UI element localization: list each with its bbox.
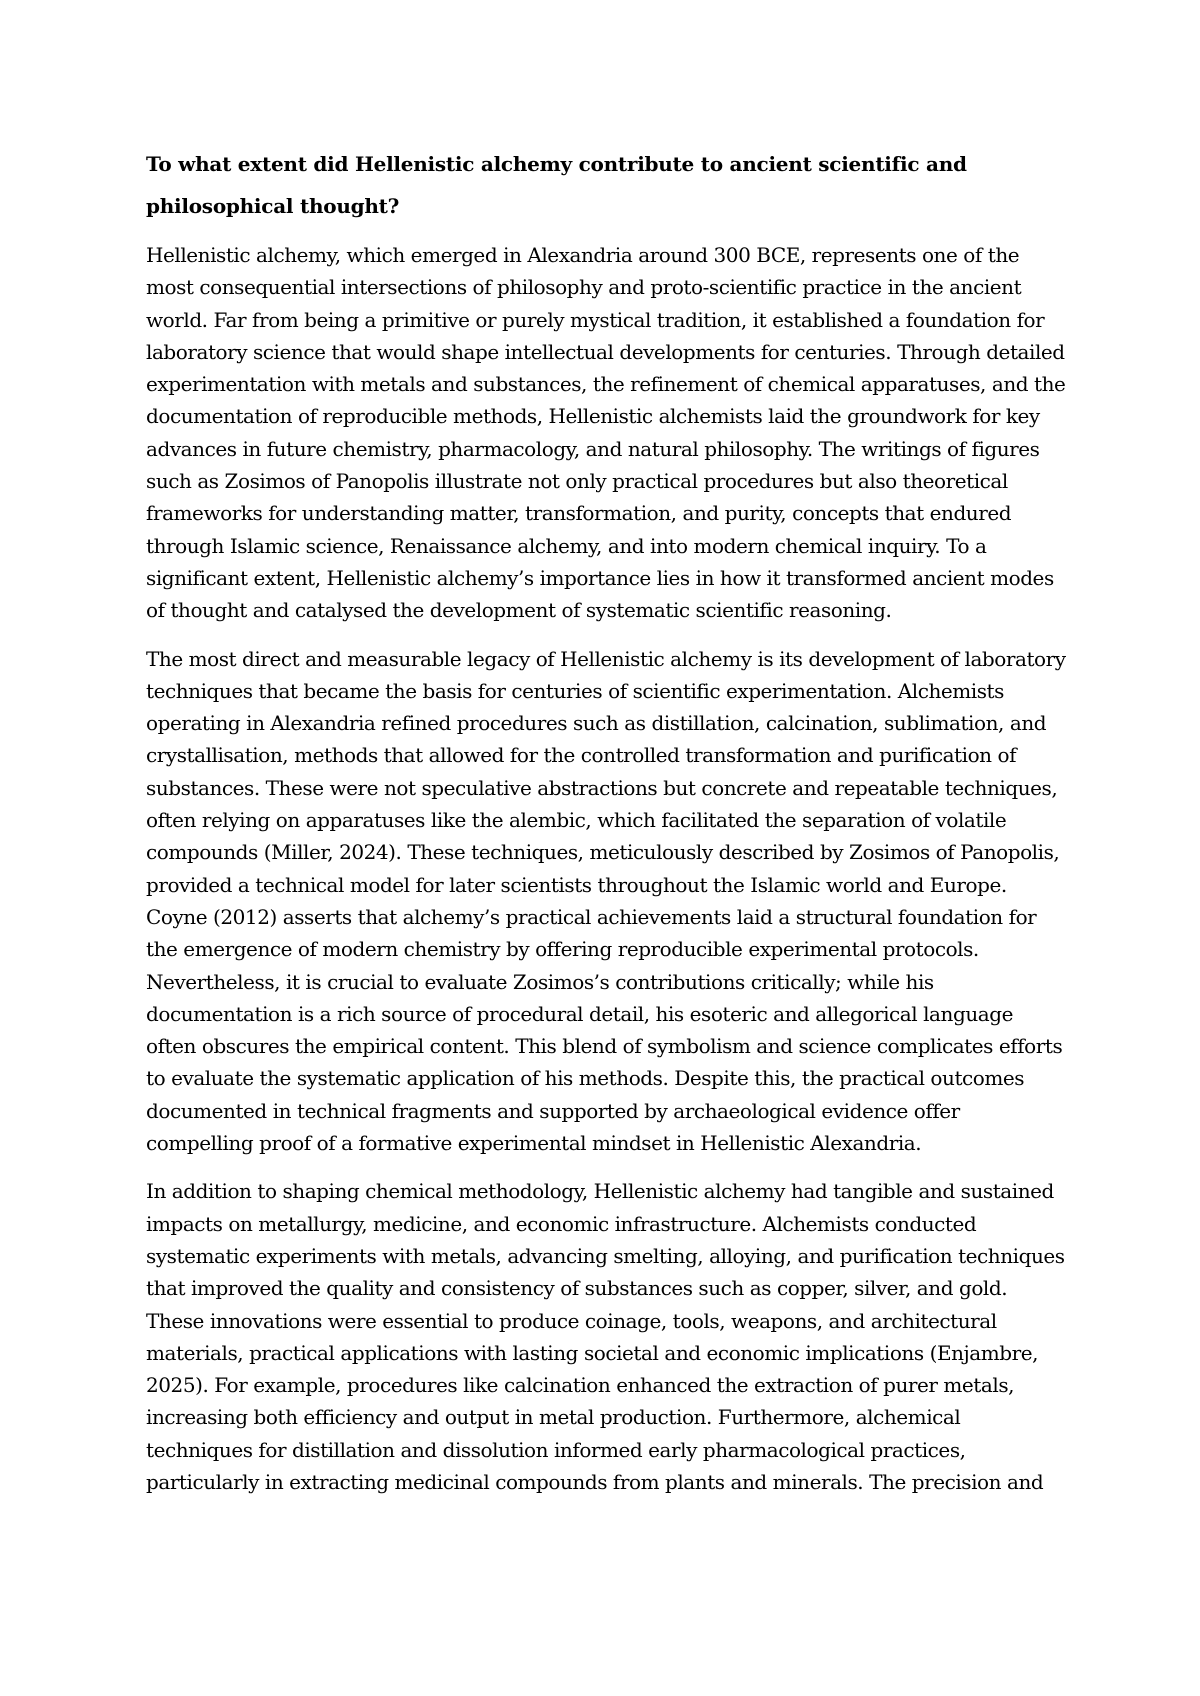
paragraph-laboratory-techniques: The most direct and measurable legacy of Hellenistic alchemy is its development of laboratory techniques that became the basis for centuries of scientific experimentation. Alchemists operating in Alexandria refined procedures such as distillation, calcination, sublimation, and crystallisation, methods that allowed for the controlled transformation and purification of substances. These were not speculative abstractions but concrete and repeatable techniques, often relying on apparatuses like the alembic, which facilitated the separation of volatile compounds (Miller, 2024). These techniques, meticulously described by Zosimos of Panopolis, provided a technical model for later scientists throughout the Islamic world and Europe. Coyne (2012) asserts that alchemy’s practical achievements laid a structural foundation for the emergence of modern chemistry by offering reproducible experimental protocols. Nevertheless, it is crucial to evaluate Zosimos’s contributions critically; while his documentation is a rich source of procedural detail, his esoteric and allegorical language often obscures the empirical content. This blend of symbolism and science complicates efforts to evaluate the systematic application of his methods. Despite this, the practical outcomes documented in technical fragments and supported by archaeological evidence offer compelling proof of a formative experimental mindset in Hellenistic Alexandria. (146, 646, 1066, 1156)
document-body (146, 143, 1066, 1498)
paragraph-metallurgy-medicine: In addition to shaping chemical methodology, Hellenistic alchemy had tangible and sustained impacts on metallurgy, medicine, and economic infrastructure. Alchemists conducted systematic experiments with metals, advancing smelting, alloying, and purification techniques that improved the quality and consistency of substances such as copper, silver, and gold. These innovations were essential to produce coinage, tools, weapons, and architectural materials, practical applications with lasting societal and economic implications (Enjambre, 2025). For example, procedures like calcination enhanced the extraction of purer metals, increasing both efficiency and output in metal production. Furthermore, alchemical techniques for distillation and dissolution informed early pharmacological practices, particularly in extracting medicinal compounds from plants and minerals. The precision and (146, 1179, 1065, 1494)
paragraph-introduction: Hellenistic alchemy, which emerged in Alexandria around 300 BCE, represents one of the most consequential intersections of philosophy and proto-scientific practice in the ancient world. Far from being a primitive or purely mystical tradition, it established a foundation for laboratory science that would shape intellectual developments for centuries. Through detailed experimentation with metals and substances, the refinement of chemical apparatuses, and the documentation of reproducible methods, Hellenistic alchemists laid the groundwork for key advances in future chemistry, pharmacology, and natural philosophy. The writings of figures such as Zosimos of Panopolis illustrate not only practical procedures but also theoretical frameworks for understanding matter, transformation, and purity, concepts that endured through Islamic science, Renaissance alchemy, and into modern chemical inquiry. To a significant extent, Hellenistic alchemy’s importance lies in how it transformed ancient modes of thought and catalysed the development of systematic scientific reasoning. (146, 243, 1066, 623)
essay-question-title: To what extent did Hellenistic alchemy contribute to ancient scientific and philosophical thought? (146, 152, 967, 218)
